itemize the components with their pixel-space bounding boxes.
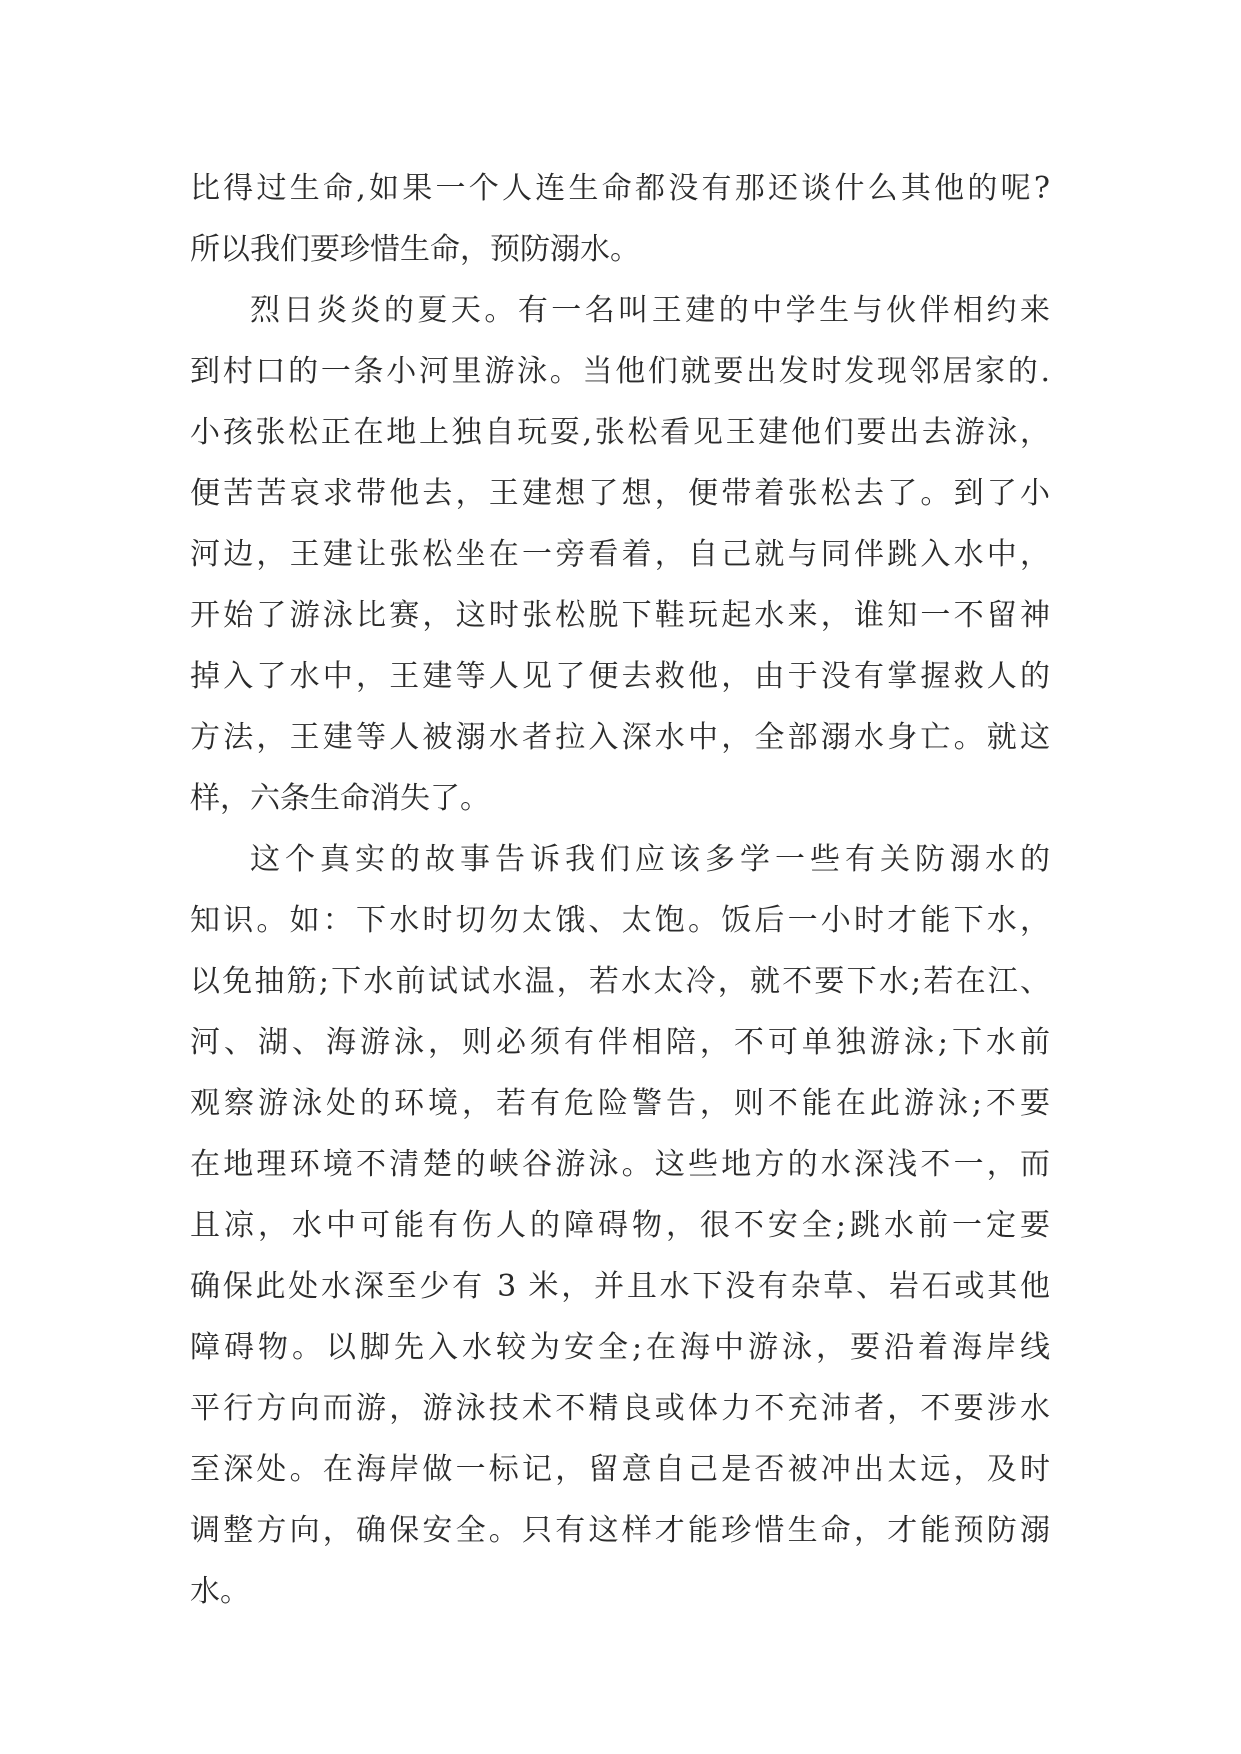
text-line: 至深处。在海岸做一标记，留意自己是否被冲出太远，及时 xyxy=(190,1452,1050,1487)
text-line: 障碍物。以脚先入水较为安全;在海中游泳，要沿着海岸线 xyxy=(190,1330,1050,1365)
text-line: 开始了游泳比赛，这时张松脱下鞋玩起水来，谁知一不留神 xyxy=(190,598,1050,633)
text-line: 水。 xyxy=(190,1574,250,1609)
text-line: 平行方向而游，游泳技术不精良或体力不充沛者，不要涉水 xyxy=(190,1391,1050,1426)
text-line: 烈日炎炎的夏天。有一名叫王建的中学生与伙伴相约来 xyxy=(250,293,1050,328)
text-line: 观察游泳处的环境，若有危险警告，则不能在此游泳;不要 xyxy=(190,1086,1050,1121)
text-line: 所以我们要珍惜生命，预防溺水。 xyxy=(190,232,640,267)
text-line: 方法，王建等人被溺水者拉入深水中，全部溺水身亡。就这 xyxy=(190,720,1050,755)
text-line: 到村口的一条小河里游泳。当他们就要出发时发现邻居家的. xyxy=(190,354,1050,389)
text-line: 小孩张松正在地上独自玩耍,张松看见王建他们要出去游泳， xyxy=(190,415,1050,450)
text-line: 掉入了水中，王建等人见了便去救他，由于没有掌握救人的 xyxy=(190,659,1050,694)
text-line: 在地理环境不清楚的峡谷游泳。这些地方的水深浅不一，而 xyxy=(190,1147,1050,1182)
text-line: 确保此处水深至少有 3 米，并且水下没有杂草、岩石或其他 xyxy=(190,1269,1050,1304)
text-line: 样，六条生命消失了。 xyxy=(190,781,490,816)
body-text xyxy=(190,158,1050,1622)
text-line: 以免抽筋;下水前试试水温，若水太冷，就不要下水;若在江、 xyxy=(190,964,1050,999)
text-line: 知识。如：下水时切勿太饿、太饱。饭后一小时才能下水， xyxy=(190,903,1050,938)
text-line: 便苦苦哀求带他去，王建想了想，便带着张松去了。到了小 xyxy=(190,476,1050,511)
text-line: 调整方向，确保安全。只有这样才能珍惜生命，才能预防溺 xyxy=(190,1513,1050,1548)
text-line: 比得过生命,如果一个人连生命都没有那还谈什么其他的呢? xyxy=(190,171,1050,206)
text-line: 这个真实的故事告诉我们应该多学一些有关防溺水的 xyxy=(250,842,1050,877)
text-line: 河边，王建让张松坐在一旁看着，自己就与同伴跳入水中， xyxy=(190,537,1050,572)
text-line: 河、湖、海游泳，则必须有伴相陪，不可单独游泳;下水前 xyxy=(190,1025,1050,1060)
text-line: 且凉，水中可能有伤人的障碍物，很不安全;跳水前一定要 xyxy=(190,1208,1050,1243)
